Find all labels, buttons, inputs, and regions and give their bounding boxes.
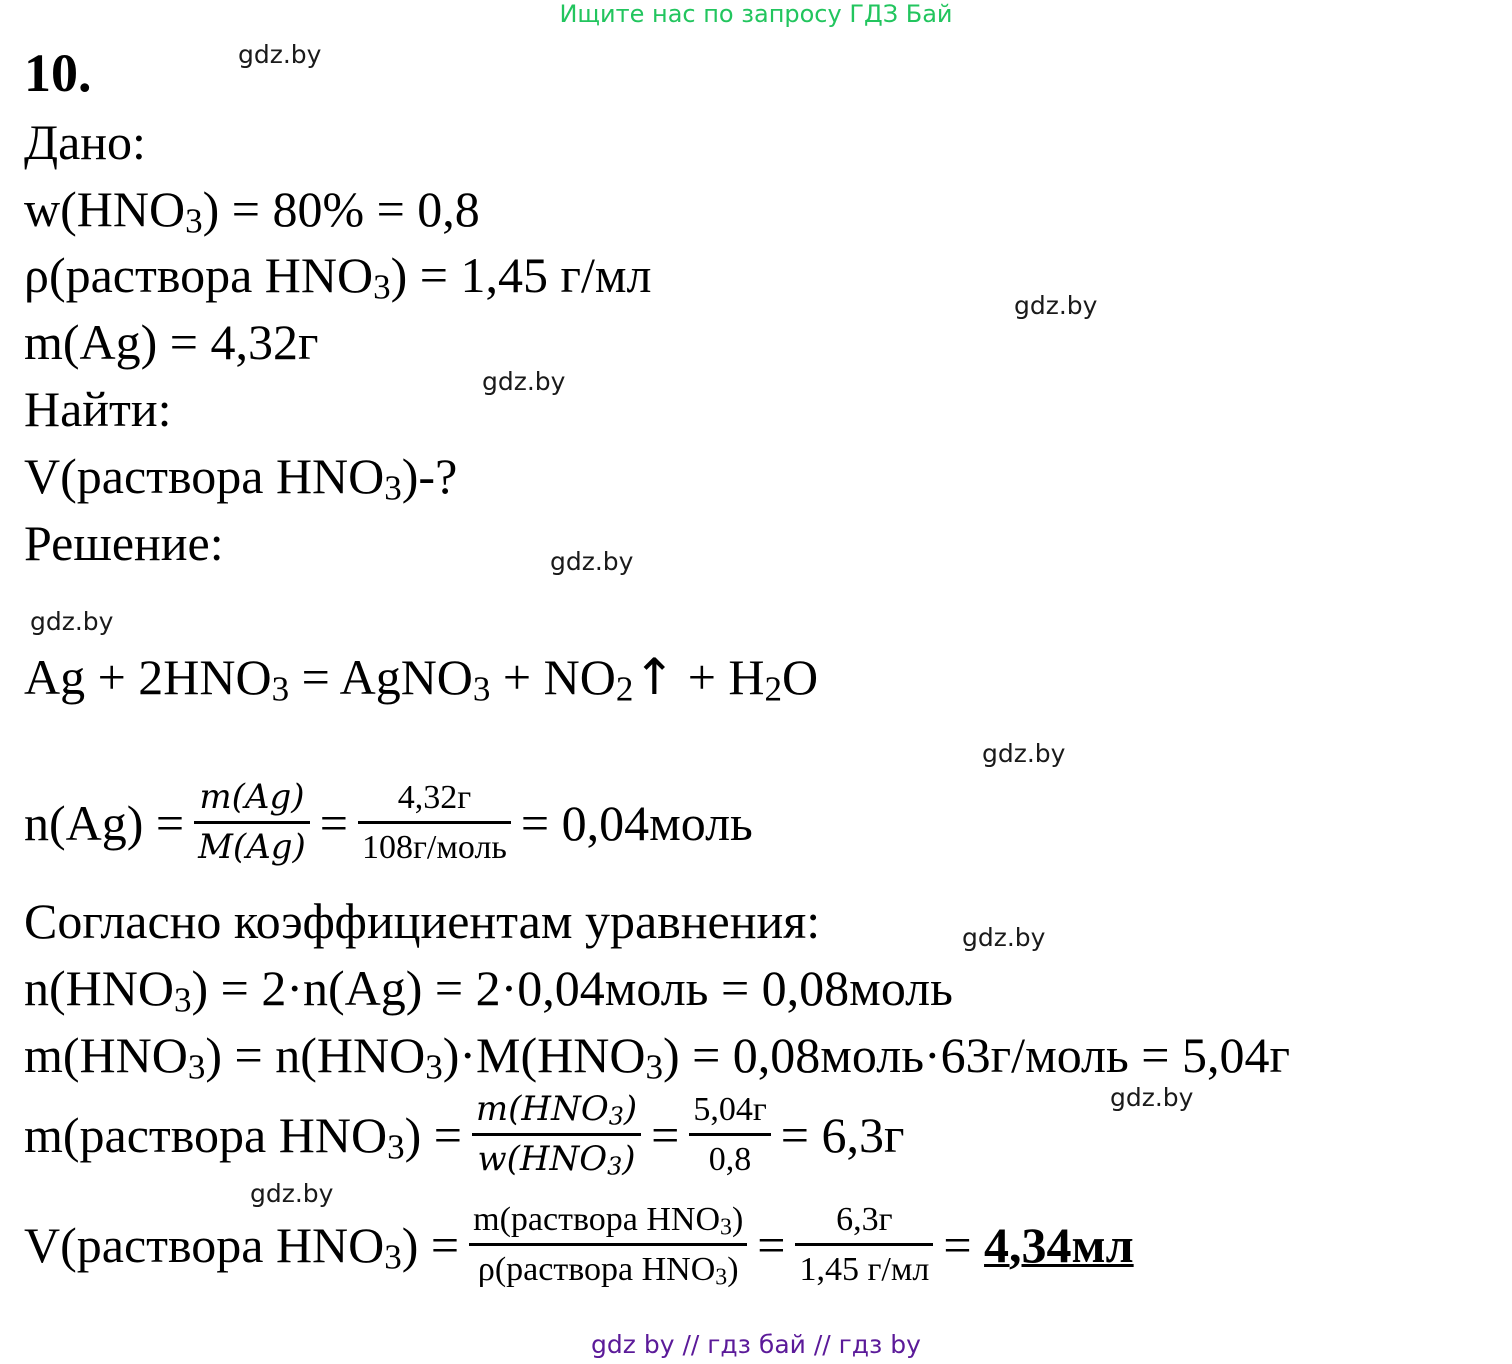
watermark: gdz.by <box>982 739 1066 768</box>
gas-arrow-icon: ↑ <box>633 648 676 706</box>
m-nitric-acid: $m(HNO_3) = n(HNO_3)\cdot M(HNO_3)$ = 0,08моль·63г/моль = 5,04г <box>24 1027 1291 1087</box>
watermark: gdz.by <box>250 1179 334 1208</box>
fraction: $\frac{m(HNO_3)}{w(HNO_3)}$ <box>472 1090 641 1179</box>
given-mass-fraction: $w(HNO_3) = 80\% = 0,8$ <box>24 181 480 241</box>
fraction: $\frac{5,04г}{0,8}$ <box>689 1090 770 1179</box>
watermark: gdz.by <box>550 547 634 576</box>
task-number: 10. <box>24 43 92 103</box>
n-nitric-acid: $n(HNO_3) = 2\cdot n(Ag)$ = 2·0,04моль = 0,08моль <box>24 960 953 1020</box>
reaction-equation: $Ag + 2HNO_3$ = AgNO$_3$ + $NO_2↑ + H_2O$ <box>24 648 819 709</box>
find-volume: V(раствора $HNO_3)-$? <box>24 448 458 508</box>
given-silver-mass: m(Ag) = 4,32г <box>24 314 319 370</box>
watermark: gdz.by <box>1110 1083 1194 1112</box>
m-solution-formula: m(раствора $HNO_3$) = $\frac{m(HNO_3)}{w(HNO_3)}$ = $\frac{5,04г}{0,8}$ = 6,3г <box>24 1089 905 1181</box>
find-label: Найти: <box>24 381 172 437</box>
watermark: gdz.by <box>238 40 322 69</box>
fraction: $\frac{4,32г}{\text{108г/моль}}$ <box>358 778 511 867</box>
given-density: ρ(раствора $HNO_3) = 1,45$ г/мл <box>24 247 652 307</box>
n-silver-formula: n(Ag) = $\frac{m(Ag)}{M(Ag)}$ = $\frac{4,32г}{\text{108г/моль}}$ = 0,04моль <box>24 777 753 868</box>
v-solution-formula: V(раствора $HNO_3$) = $\frac{m(раствора HNO_3)}{\rho(раствора HNO_3)}$ = $\frac{6,3г}{1,45 г/мл}$ = 4,34мл <box>24 1201 1134 1291</box>
watermark: gdz.by <box>1014 291 1098 320</box>
top-banner: Ищите нас по запросу ГДЗ Бай <box>559 0 953 28</box>
final-answer: 4,34мл <box>984 1216 1134 1273</box>
coefficients-text: Согласно коэффициентам уравнения: <box>24 893 821 949</box>
fraction: $\frac{6,3г}{1,45 г/мл}$ <box>795 1200 933 1289</box>
watermark: gdz.by <box>30 607 114 636</box>
watermark: gdz.by <box>482 367 566 396</box>
footer-links: gdz by // гдз бай // гдз by <box>591 1330 921 1359</box>
solution-label: Решение: <box>24 515 224 571</box>
watermark: gdz.by <box>962 923 1046 952</box>
given-label: Дано: <box>24 114 146 170</box>
fraction: $\frac{m(Ag)}{M(Ag)}$ <box>194 778 310 867</box>
fraction: $\frac{m(раствора HNO_3)}{\rho(раствора HNO_3)}$ <box>469 1200 747 1289</box>
